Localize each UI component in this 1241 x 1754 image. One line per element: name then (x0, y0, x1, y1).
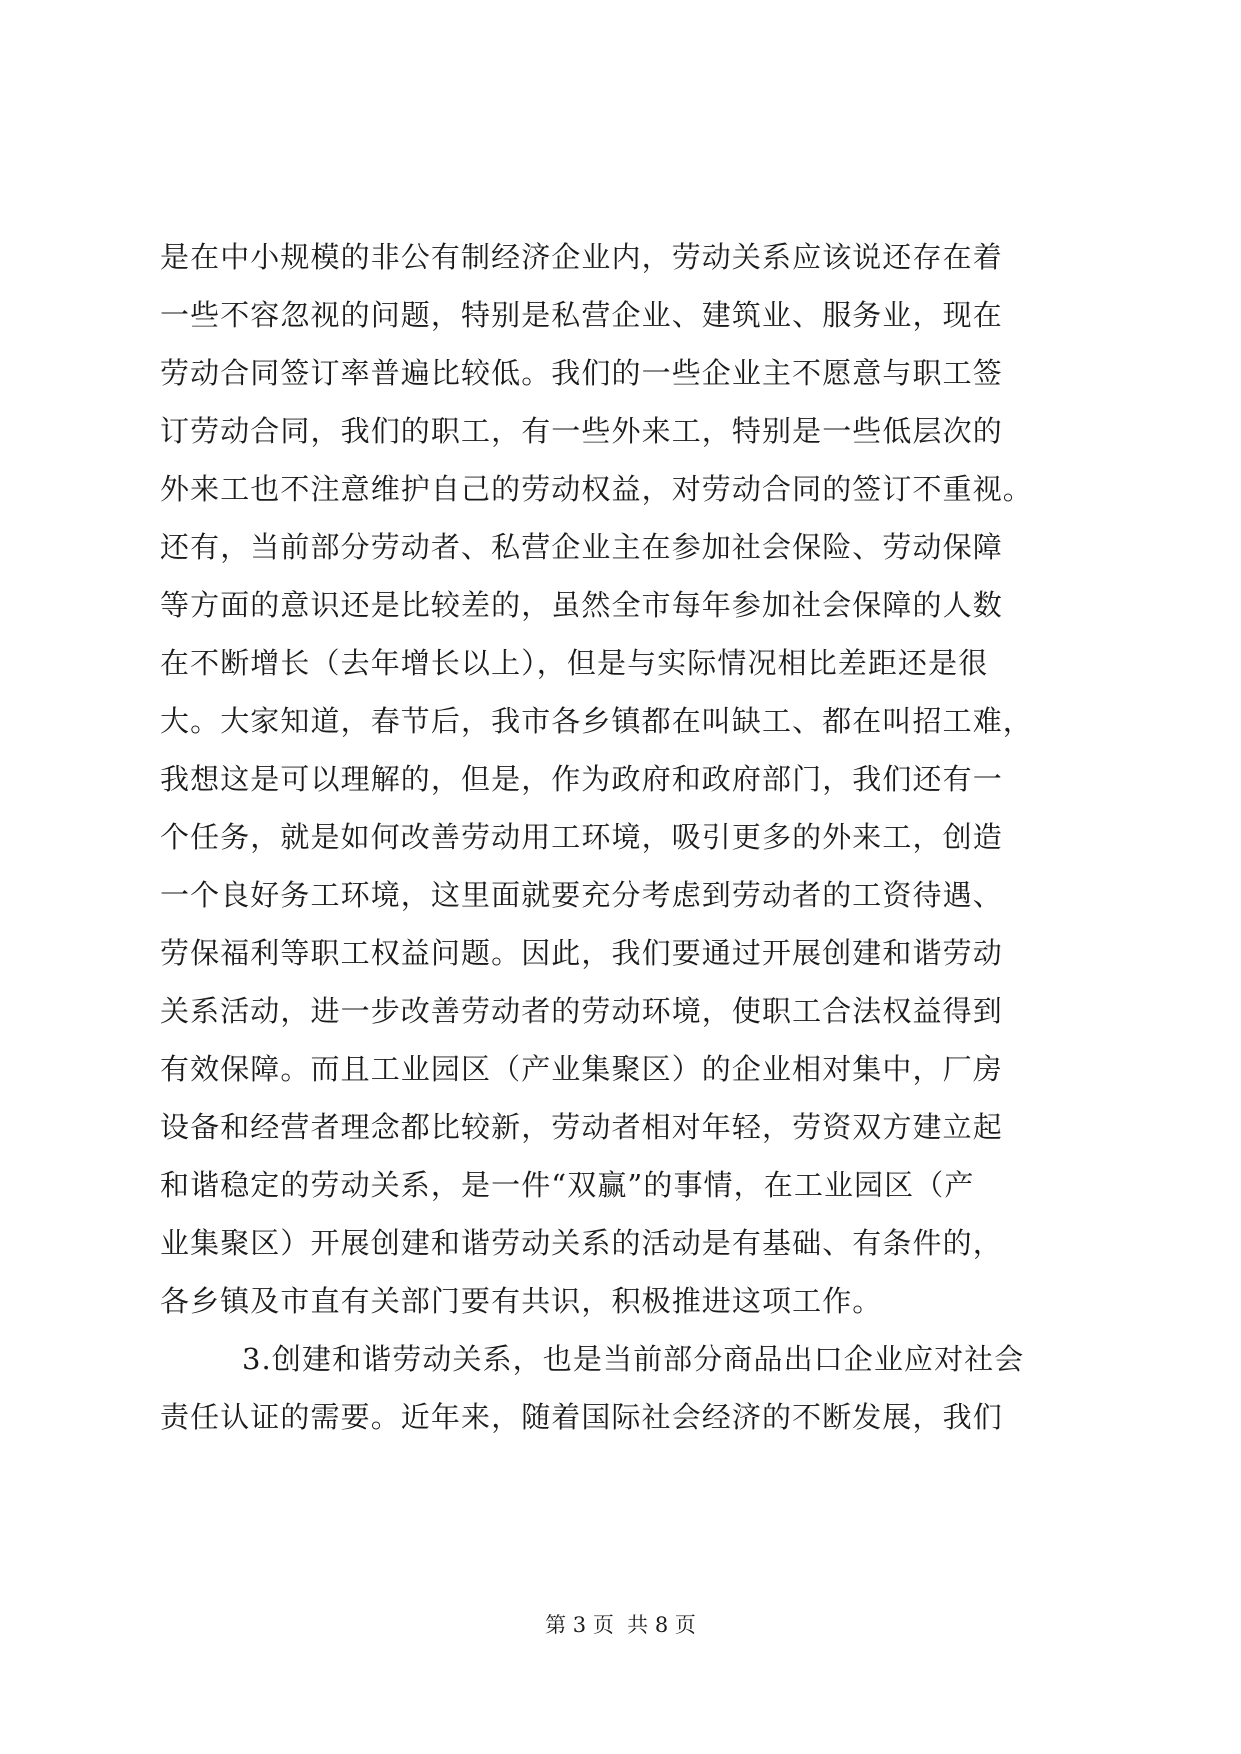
text-line: 和谐稳定的劳动关系，是一件“双赢”的事情，在工业园区（产 (160, 1168, 975, 1202)
text-line: 设备和经营者理念都比较新，劳动者相对年轻，劳资双方建立起 (160, 1110, 1003, 1144)
text-line: 个任务，就是如何改善劳动用工环境，吸引更多的外来工，创造 (160, 820, 1003, 854)
text-line: 关系活动，进一步改善劳动者的劳动环境，使职工合法权益得到 (160, 994, 1003, 1028)
text-line: 一个良好务工环境，这里面就要充分考虑到劳动者的工资待遇、 (160, 878, 1003, 912)
text-line: 订劳动合同，我们的职工，有一些外来工，特别是一些低层次的 (160, 414, 1003, 448)
text-line: 有效保障。而且工业园区（产业集聚区）的企业相对集中，厂房 (160, 1052, 1003, 1086)
text-line: 我想这是可以理解的，但是，作为政府和政府部门，我们还有一 (160, 762, 1003, 796)
body-text (160, 228, 1090, 1446)
text-line: 责任认证的需要。近年来，随着国际社会经济的不断发展，我们 (160, 1400, 1003, 1434)
page-number-footer: 第 3 页 共 8 页 (545, 1613, 696, 1637)
text-line: 在不断增长（去年增长以上），但是与实际情况相比差距还是很 (160, 646, 989, 680)
text-line: 外来工也不注意维护自己的劳动权益，对劳动合同的签订不重视。 (160, 472, 1033, 506)
text-line: 劳保福利等职工权益问题。因此，我们要通过开展创建和谐劳动 (160, 936, 1003, 970)
text-line: 还有，当前部分劳动者、私营企业主在参加社会保险、劳动保障 (160, 530, 1003, 564)
text-line-indented: 3.创建和谐劳动关系，也是当前部分商品出口企业应对社会 (242, 1342, 1025, 1376)
text-line: 等方面的意识还是比较差的，虽然全市每年参加社会保障的人数 (160, 588, 1003, 622)
text-line: 是在中小规模的非公有制经济企业内，劳动关系应该说还存在着 (160, 240, 1003, 274)
text-line: 一些不容忽视的问题，特别是私营企业、建筑业、服务业，现在 (160, 298, 1003, 332)
text-line: 各乡镇及市直有关部门要有共识，积极推进这项工作。 (160, 1284, 883, 1318)
text-line: 业集聚区）开展创建和谐劳动关系的活动是有基础、有条件的， (160, 1226, 1003, 1260)
text-line: 劳动合同签订率普遍比较低。我们的一些企业主不愿意与职工签 (160, 356, 1003, 390)
text-line: 大。大家知道，春节后，我市各乡镇都在叫缺工、都在叫招工难， (160, 704, 1033, 738)
